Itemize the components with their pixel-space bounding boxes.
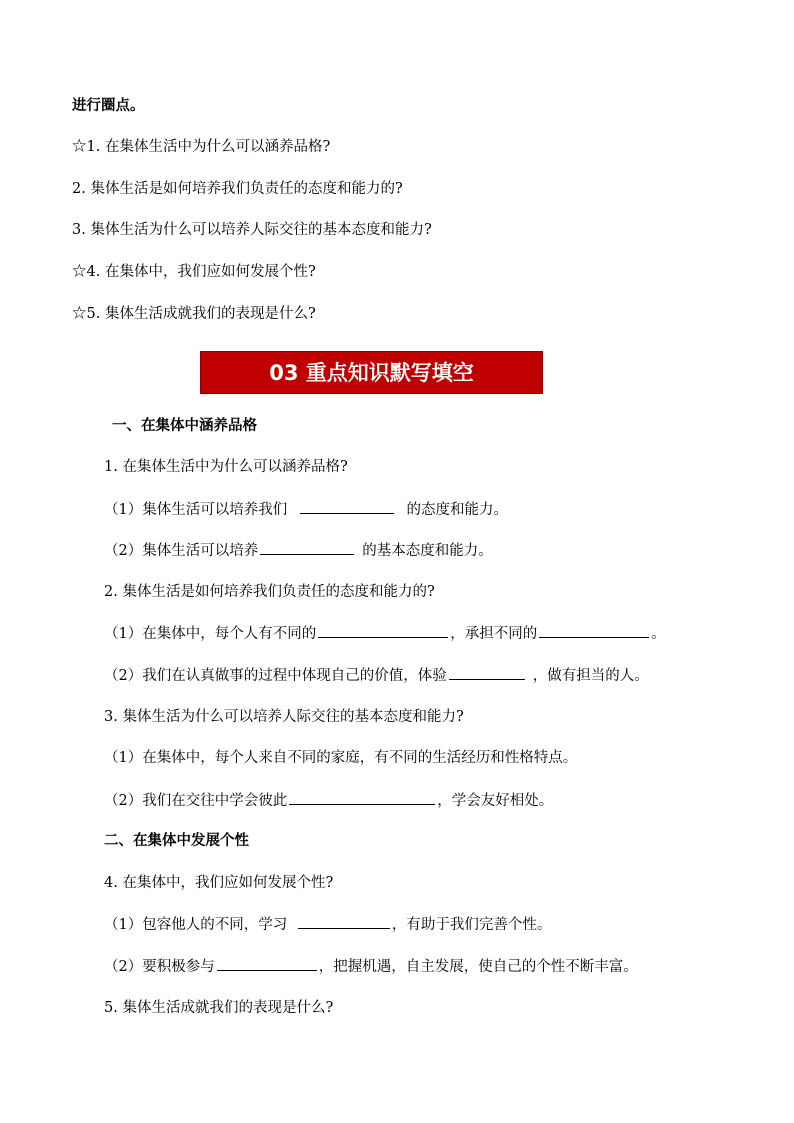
answer-1-2-prefix: （2）集体生活可以培养 <box>104 543 259 559</box>
fill-blank[interactable] <box>260 540 354 555</box>
intro-question-5: ☆5. 集体生活成就我们的表现是什么? <box>72 306 316 322</box>
intro-question-3: 3. 集体生活为什么可以培养人际交往的基本态度和能力? <box>72 222 432 238</box>
answer-4-2-prefix: （2）要积极参与 <box>104 959 215 975</box>
answer-3-2 <box>104 790 553 811</box>
section2-heading: 二、在集体中发展个性 <box>104 832 249 849</box>
section1-heading: 一、在集体中涵养品格 <box>112 417 257 434</box>
answer-3-1: （1）在集体中，每个人来自不同的家庭，有不同的生活经历和性格特点。 <box>104 750 578 766</box>
fill-blank[interactable] <box>318 623 448 638</box>
question-2: 2. 集体生活是如何培养我们负责任的态度和能力的? <box>104 584 435 600</box>
answer-4-2-suffix: ，把握机遇，自主发展，使自己的个性不断丰富。 <box>318 959 638 975</box>
answer-4-1-suffix: ，有助于我们完善个性。 <box>391 917 552 933</box>
fill-blank[interactable] <box>300 499 394 514</box>
fill-blank[interactable] <box>298 914 390 929</box>
answer-4-1-prefix: （1）包容他人的不同，学习 <box>104 917 288 933</box>
answer-2-1-middle: ，承担不同的 <box>450 626 538 642</box>
question-3: 3. 集体生活为什么可以培养人际交往的基本态度和能力? <box>104 709 464 725</box>
answer-2-2-prefix: （2）我们在认真做事的过程中体现自己的价值，体验 <box>104 668 447 684</box>
answer-4-2 <box>104 956 638 977</box>
answer-2-1-suffix: 。 <box>651 626 666 642</box>
intro-question-2: 2. 集体生活是如何培养我们负责任的态度和能力的? <box>72 181 403 197</box>
answer-1-1-prefix: （1）集体生活可以培养我们 <box>104 502 288 518</box>
intro-question-1: ☆1. 在集体生活中为什么可以涵养品格? <box>72 139 331 155</box>
question-4: 4. 在集体中，我们应如何发展个性? <box>104 875 334 891</box>
question-5: 5. 集体生活成就我们的表现是什么? <box>104 1000 334 1016</box>
answer-2-2-suffix: ，做有担当的人。 <box>532 668 649 684</box>
answer-3-2-suffix: ，学会友好相处。 <box>437 793 554 809</box>
answer-1-1-suffix: 的态度和能力。 <box>406 502 508 518</box>
fill-blank[interactable] <box>217 956 317 971</box>
section-banner: 03 重点知识默写填空 <box>200 351 543 394</box>
answer-2-1 <box>104 623 666 644</box>
fill-blank[interactable] <box>289 790 435 805</box>
question-1: 1. 在集体生活中为什么可以涵养品格? <box>104 459 348 475</box>
answer-2-1-prefix: （1）在集体中，每个人有不同的 <box>104 626 317 642</box>
answer-1-1 <box>104 499 508 520</box>
fill-blank[interactable] <box>449 665 525 680</box>
answer-2-2 <box>104 665 649 686</box>
answer-1-2 <box>104 540 493 561</box>
answer-1-2-suffix: 的基本态度和能力。 <box>362 543 493 559</box>
intro-question-4: ☆4. 在集体中，我们应如何发展个性? <box>72 264 316 280</box>
answer-3-2-prefix: （2）我们在交往中学会彼此 <box>104 793 288 809</box>
fill-blank[interactable] <box>539 623 649 638</box>
intro-tail: 进行圈点。 <box>72 97 145 114</box>
answer-4-1 <box>104 914 551 935</box>
